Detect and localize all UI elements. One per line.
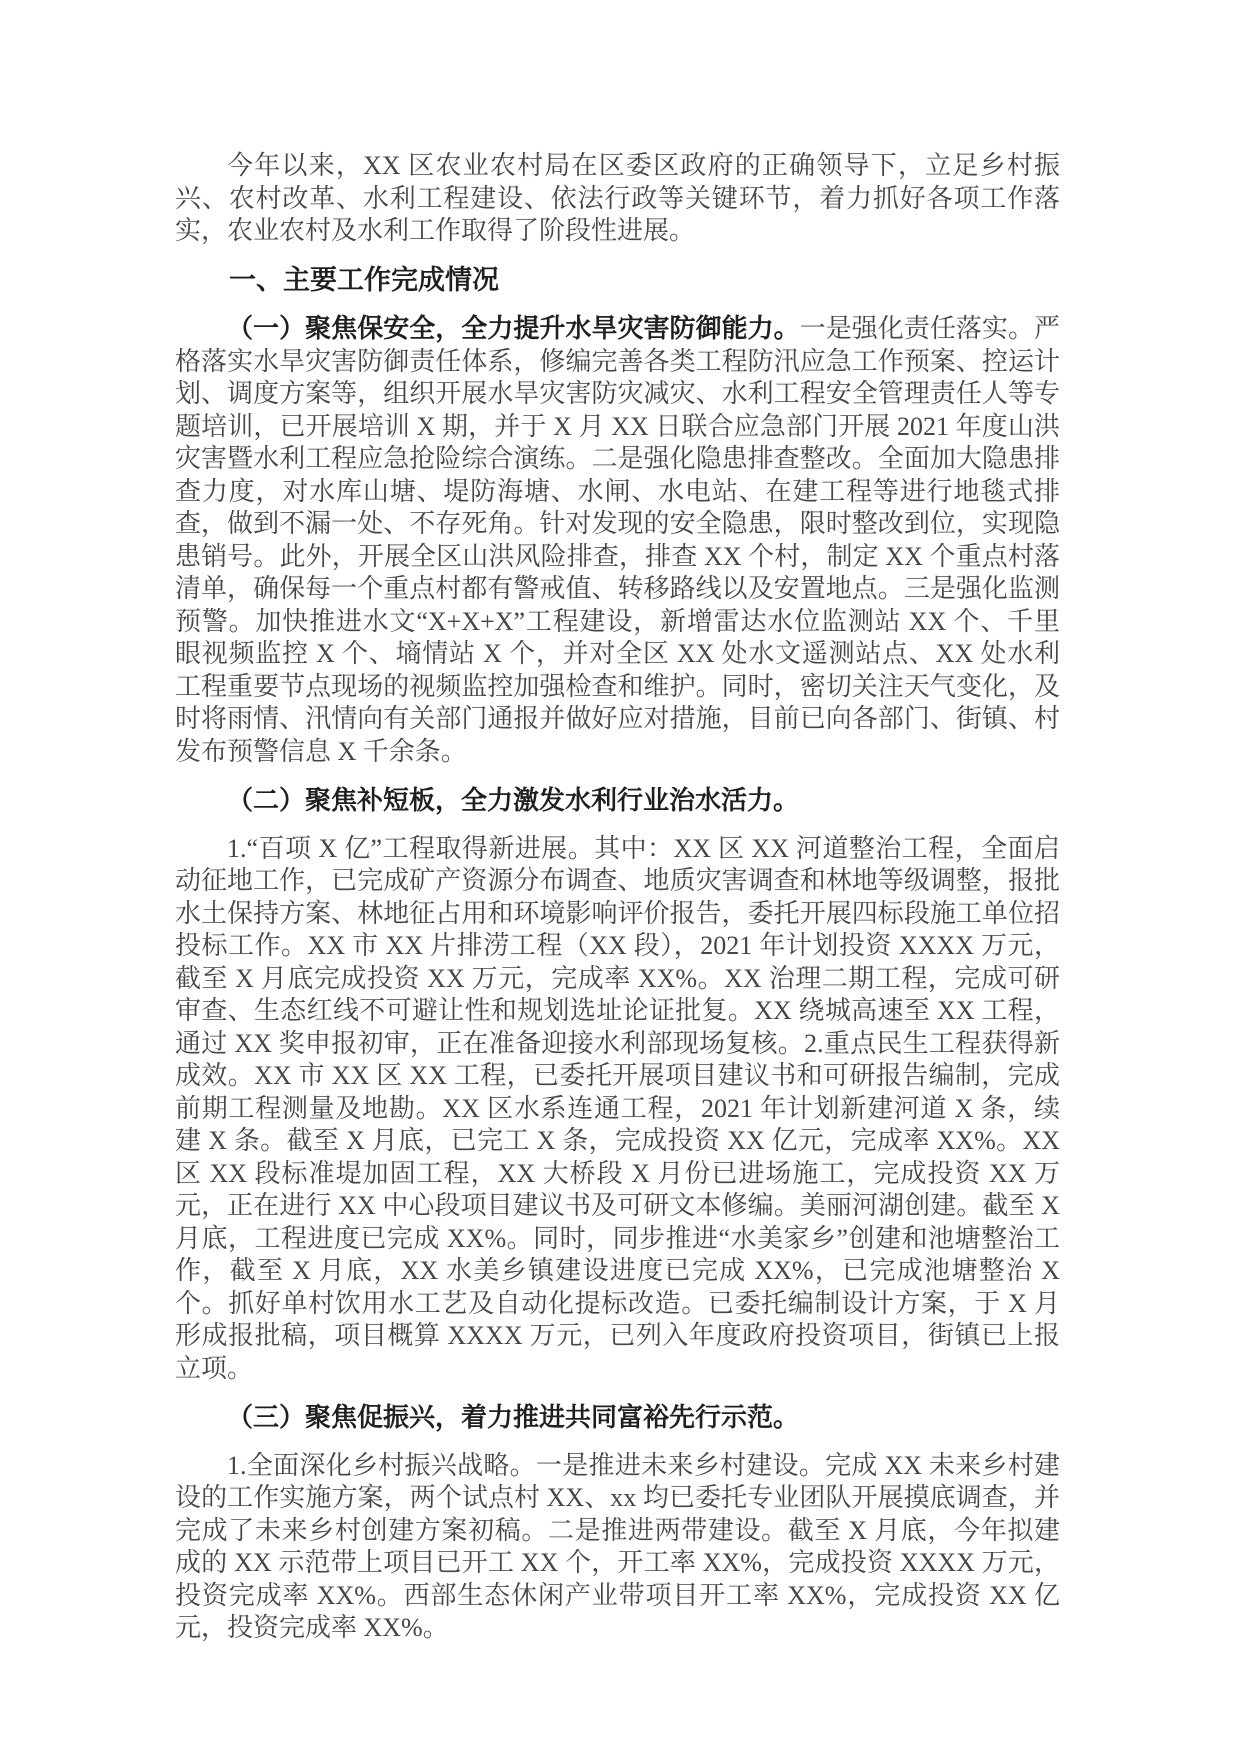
section-1-1-lead: （一）聚焦保安全，全力提升水旱灾害防御能力。: [227, 313, 800, 343]
section-1-heading: 一、主要工作完成情况: [229, 264, 499, 295]
document-body: [175, 150, 1060, 1645]
section-1-1-paragraph: [175, 312, 1060, 768]
section-1-3-heading: （三）聚焦促振兴，着力推进共同富裕先行示范。: [227, 1402, 800, 1432]
section-1-1-body-text: 一是强化责任落实。严格落实水旱灾害防御责任体系，修编完善各类工程防汛应急工作预案、控运计划、调度方案等，组织开展水旱灾害防灾减灾、水利工程安全管理责任人等专题培训，已开展培训 X 期，并于 X 月 XX 日联合应急部门开展 2021 年度山洪灾害暨水利工程应急抢险综合演练。二是强化隐患排查整改。全面加大隐患排查力度，对水库山塘、堤防海塘、水闸、水电站、在建工程等进行地毯式排查，做到不漏一处、不存死角。针对发现的安全隐患，限时整改到位，实现隐患销号。此外，开展全区山洪风险排查，排查 XX 个村，制定 XX 个重点村落清单，确保每一个重点村都有警戒值、转移路线以及安置地点。三是强化监测预警。加快推进水文“X+X+X”工程建设，新增雷达水位监测站 XX 个、千里眼视频监控 X 个、墒情站 X 个，并对全区 XX 处水文遥测站点、XX 处水利工程重要节点现场的视频监控加强检查和维护。同时，密切关注天气变化，及时将雨情、汛情向有关部门通报并做好应对措施，目前已向各部门、街镇、村发布预警信息 X 千余条。: [175, 314, 1060, 766]
section-1-2-heading: （二）聚焦补短板，全力激发水利行业治水活力。: [227, 785, 800, 815]
section-1-3-paragraph: 1.全面深化乡村振兴战略。一是推进未来乡村建设。完成 XX 未来乡村建设的工作实施方案，两个试点村 XX、xx 均已委托专业团队开展摸底调查，并完成了未来乡村创建方案初稿。二是推进两带建设。截至 X 月底，今年拟建成的 XX 示范带上项目已开工 XX 个，开工率 XX%，完成投资 XXXX 万元，投资完成率 XX%。西部生态休闲产业带项目开工率 XX%，完成投资 XX 亿元，投资完成率 XX%。: [175, 1450, 1060, 1642]
intro-paragraph: 今年以来，XX 区农业农村局在区委区政府的正确领导下，立足乡村振兴、农村改革、水利工程建设、依法行政等关键环节，着力抓好各项工作落实，农业农村及水利工作取得了阶段性进展。: [175, 151, 1060, 245]
section-1-2-paragraph: 1.“百项 X 亿”工程取得新进展。其中：XX 区 XX 河道整治工程，全面启动征地工作，已完成矿产资源分布调查、地质灾害调查和林地等级调整，报批水土保持方案、林地征占用和环境影响评价报告，委托开展四标段施工单位招投标工作。XX 市 XX 片排涝工程（XX 段），2021 年计划投资 XXXX 万元，截至 X 月底完成投资 XX 万元，完成率 XX%。XX 治理二期工程，完成可研审查、生态红线不可避让性和规划选址论证批复。XX 绕城高速至 XX 工程，通过 XX 奖申报初审，正在准备迎接水利部现场复核。2.重点民生工程获得新成效。XX 市 XX 区 XX 工程，已委托开展项目建议书和可研报告编制，完成前期工程测量及地勘。XX 区水系连通工程，2021 年计划新建河道 X 条，续建 X 条。截至 X 月底，已完工 X 条，完成投资 XX 亿元，完成率 XX%。XX 区 XX 段标准堤加固工程，XX 大桥段 X 月份已进场施工，完成投资 XX 万元，正在进行 XX 中心段项目建议书及可研文本修编。美丽河湖创建。截至 X 月底，工程进度已完成 XX%。同时，同步推进“水美家乡”创建和池塘整治工作，截至 X 月底，XX 水美乡镇建设进度已完成 XX%，已完成池塘整治 X 个。抓好单村饮用水工艺及自动化提标改造。已委托编制设计方案，于 X 月形成报批稿，项目概算 XXXX 万元，已列入年度政府投资项目，街镇已上报立项。: [175, 833, 1060, 1383]
